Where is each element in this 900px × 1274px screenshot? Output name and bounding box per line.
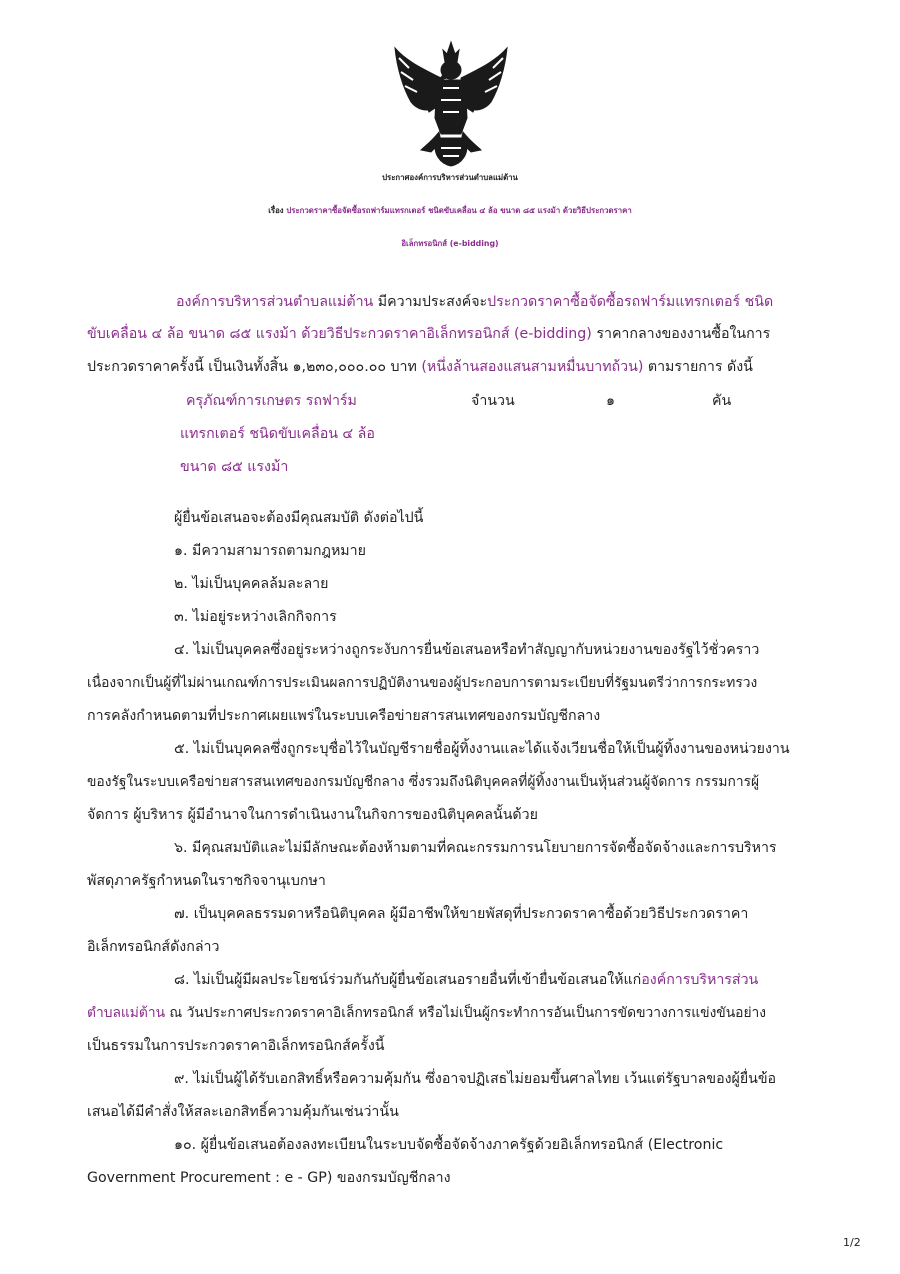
qualifications-heading: ผู้ยื่นข้อเสนอจะต้องมีคุณสมบัติ ดังต่อไปนี้ <box>174 510 424 526</box>
intro-line-1: องค์การบริหารส่วนตำบลแม่ต้าน มีความประสงค์จะประกวดราคาซื้อจัดซื้อรถฟาร์มแทรกเตอร์ ชนิด <box>176 294 774 310</box>
item-name-line1: ครุภัณฑ์การเกษตร รถฟาร์ม <box>186 393 357 409</box>
qualification-1: ๑. มีความสามารถตามกฎหมาย <box>174 543 366 559</box>
item-name-line3: ขนาด ๘๕ แรงม้า <box>180 459 289 475</box>
project-name: ประกวดราคาซื้อจัดซื้อรถฟาร์มแทรกเตอร์ ชนิด <box>487 294 774 310</box>
qualification-4-line3: การคลังกำหนดตามที่ประกาศเผยแพร่ในระบบเครือข่ายสารสนเทศของกรมบัญชีกลาง <box>87 708 601 724</box>
qualification-5-line3: จัดการ ผู้บริหาร ผู้มีอำนาจในการดำเนินงานในกิจการของนิติบุคคลนั้นด้วย <box>87 807 538 823</box>
qualification-4-line1: ๔. ไม่เป็นบุคคลซึ่งอยู่ระหว่างถูกระงับการยื่นข้อเสนอหรือทำสัญญากับหน่วยงานของรัฐไว้ชั่วคราว <box>174 642 760 658</box>
org-name: องค์การบริหารส่วนตำบลแม่ต้าน <box>176 294 374 310</box>
budget-amount: ประกวดราคาครั้งนี้ เป็นเงินทั้งสิ้น ๑,๒๓๐,๐๐๐.๐๐ บาท <box>87 359 422 375</box>
subject-text-line1: ประกวดราคาซื้อจัดซื้อรถฟาร์มแทรกเตอร์ ชนิดขับเคลื่อน ๔ ล้อ ขนาด ๘๕ แรงม้า ด้วยวิธีประกวดราคา <box>286 206 632 215</box>
qualification-8-line2: ตำบลแม่ต้าน ณ วันประกาศประกวดราคาอิเล็กทรอนิกส์ หรือไม่เป็นผู้กระทำการอันเป็นการขัดขวางการแข่งขันอย่าง <box>87 1005 767 1021</box>
org-name-ref: องค์การบริหารส่วน <box>641 972 759 988</box>
item-qty-value: ๑ <box>606 393 616 409</box>
item-unit: คัน <box>712 393 732 409</box>
qualification-10-line1: ๑๐. ผู้ยื่นข้อเสนอต้องลงทะเบียนในระบบจัดซื้อจัดจ้างภาครัฐด้วยอิเล็กทรอนิกส์ (Electronic <box>174 1137 724 1153</box>
qualification-6-line1: ๖. มีคุณสมบัติและไม่มีลักษณะต้องห้ามตามที่คณะกรรมการนโยบายการจัดซื้อจัดจ้างและการบริหาร <box>174 840 777 856</box>
qualification-7-line1: ๗. เป็นบุคคลธรรมดาหรือนิติบุคคล ผู้มีอาชีพให้ขายพัสดุที่ประกวดราคาซื้อด้วยวิธีประกวดราคา <box>174 906 749 922</box>
qualification-8-line3: เป็นธรรมในการประกวดราคาอิเล็กทรอนิกส์ครั้งนี้ <box>87 1038 385 1054</box>
qualification-6-line2: พัสดุภาครัฐกำหนดในราชกิจจานุเบกษา <box>87 873 326 889</box>
qualification-5-line2: ของรัฐในระบบเครือข่ายสารสนเทศของกรมบัญชีกลาง ซึ่งรวมถึงนิติบุคคลที่ผู้ทิ้งงานเป็นหุ้นส่วนผู้จัดการ กรรมการผู้ <box>87 774 760 790</box>
garuda-emblem <box>391 38 511 170</box>
qualification-4-line2: เนื่องจากเป็นผู้ที่ไม่ผ่านเกณฑ์การประเมินผลการปฏิบัติงานของผู้ประกอบการตามระเบียบที่รัฐมนตรีว่าการกระทรวง <box>87 675 758 691</box>
subject-text-line2: อิเล็กทรอนิกส์ (e-bidding) <box>401 239 499 248</box>
qualification-5-line1: ๕. ไม่เป็นบุคคลซึ่งถูกระบุชื่อไว้ในบัญชีรายชื่อผู้ทิ้งงานและได้แจ้งเวียนชื่อให้เป็นผู้ทิ้งงานของหน่วยงาน <box>174 741 790 757</box>
page-number: 1/2 <box>843 1236 861 1249</box>
item-name-line2: แทรกเตอร์ ชนิดขับเคลื่อน ๔ ล้อ <box>180 426 375 442</box>
intro-line-3: ประกวดราคาครั้งนี้ เป็นเงินทั้งสิ้น ๑,๒๓๐,๐๐๐.๐๐ บาท (หนึ่งล้านสองแสนสามหมื่นบาทถ้วน) ตามรายการ ดังนี้ <box>87 359 753 375</box>
announcement-title: ประกาศองค์การบริหารส่วนตำบลแม่ต้าน <box>382 173 518 182</box>
qualification-9-line1: ๙. ไม่เป็นผู้ได้รับเอกสิทธิ์หรือความคุ้มกัน ซึ่งอาจปฏิเสธไม่ยอมขึ้นศาลไทย เว้นแต่รัฐบาลของผู้ยื่นข้อ <box>174 1071 777 1087</box>
subject-prefix: เรื่อง <box>268 206 284 215</box>
announcement-subject <box>0 205 900 217</box>
qualification-2: ๒. ไม่เป็นบุคคลล้มละลาย <box>174 576 329 592</box>
qualification-3: ๓. ไม่อยู่ระหว่างเลิกกิจการ <box>174 609 337 625</box>
qualification-8-line1: ๘. ไม่เป็นผู้มีผลประโยชน์ร่วมกันกับผู้ยื่นข้อเสนอรายอื่นที่เข้ายื่นข้อเสนอให้แก่องค์การบริหารส่วน <box>174 972 759 988</box>
intro-line-2: ขับเคลื่อน ๔ ล้อ ขนาด ๘๕ แรงม้า ด้วยวิธีประกวดราคาอิเล็กทรอนิกส์ (e-bidding) ราคากลางของงานซื้อในการ <box>87 326 771 342</box>
project-name-cont: ขับเคลื่อน ๔ ล้อ ขนาด ๘๕ แรงม้า ด้วยวิธีประกวดราคาอิเล็กทรอนิกส์ (e-bidding) <box>87 326 592 342</box>
budget-words: (หนึ่งล้านสองแสนสามหมื่นบาทถ้วน) <box>421 359 644 375</box>
qualification-7-line2: อิเล็กทรอนิกส์ดังกล่าว <box>87 939 220 955</box>
qualification-9-line2: เสนอได้มีคำสั่งให้สละเอกสิทธิ์ความคุ้มกันเช่นว่านั้น <box>87 1104 399 1120</box>
item-qty-label: จำนวน <box>471 393 515 409</box>
qualification-10-line2: Government Procurement : e - GP) ของกรมบัญชีกลาง <box>87 1170 451 1186</box>
org-name-ref-cont: ตำบลแม่ต้าน <box>87 1005 166 1021</box>
